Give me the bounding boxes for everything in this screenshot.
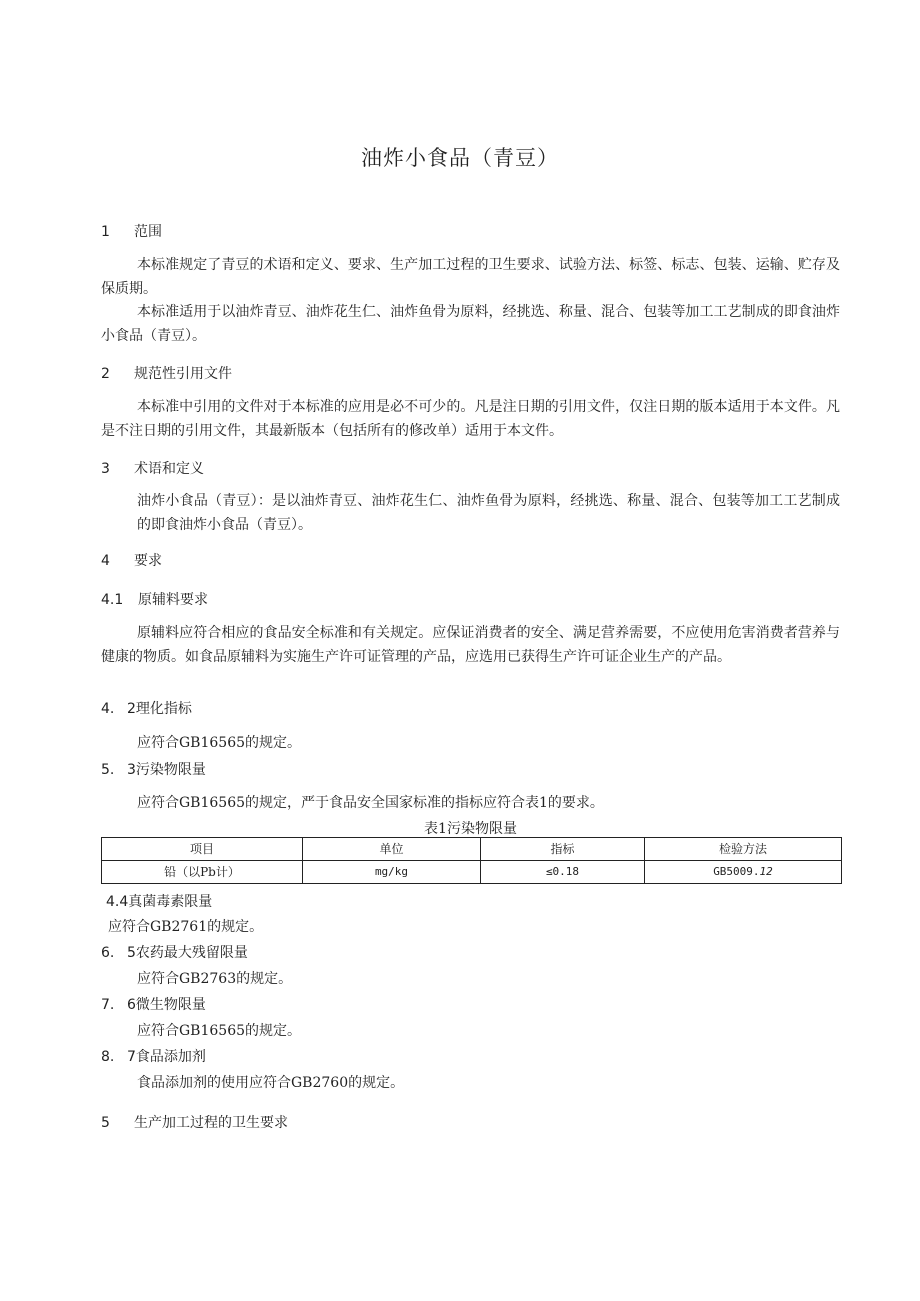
section-title: 术语和定义 [134,461,204,477]
section-4-7-text: 食品添加剂的使用应符合GB2760的规定。 [137,1075,405,1091]
section-4-4-heading: 4.4真菌毒素限量 [106,894,213,910]
section-3-heading [101,458,204,478]
section-number: 5 [101,1115,110,1131]
section-number: 6. [101,945,115,961]
table-caption: 表1污染物限量 [424,821,517,837]
section-4-heading [101,550,162,570]
section-4-5-text: 应符合GB2763的规定。 [137,971,293,987]
section-4-1-heading [101,589,208,609]
section-title: 6微生物限量 [127,997,206,1013]
table-cell: 铅（以Pb计） [102,861,303,884]
section-number: 2 [101,366,110,382]
section-4-6-heading [101,994,206,1014]
section-4-5-heading [101,942,248,962]
section-2-paragraph-1: 本标准中引用的文件对于本标准的应用是必不可少的。凡是注日期的引用文件，仅注日期的版本适用于本文件。凡是不注日期的引用文件，其最新版本（包括所有的修改单）适用于本文件。 [101,399,840,439]
section-title: 3污染物限量 [127,762,206,778]
section-title: 7食品添加剂 [127,1049,206,1065]
section-number: 7. [101,997,115,1013]
section-number: 1 [101,224,110,240]
table-header-cell: 指标 [481,838,645,861]
section-1-heading [101,221,162,241]
table-row [102,861,842,884]
section-4-6-text: 应符合GB16565的规定。 [137,1023,302,1039]
section-2-heading [101,363,232,383]
contaminant-limit-table [101,837,842,884]
document-title: 油炸小食品（青豆） [361,146,559,170]
table-header-cell: 项目 [102,838,303,861]
section-4-2-heading [101,698,192,718]
table-cell [645,861,842,884]
table-cell: ≤0.18 [481,861,645,884]
section-title: 2理化指标 [127,701,192,717]
section-title: 生产加工过程的卫生要求 [134,1115,288,1131]
section-title: 规范性引用文件 [134,366,232,382]
section-4-1-paragraph: 原辅料应符合相应的食品安全标准和有关规定。应保证消费者的安全、满足营养需要，不应使用危害消费者营养与健康的物质。如食品原辅料为实施生产许可证管理的产品，应选用已获得生产许可证企业生产的产品。 [101,625,840,665]
section-4-4-text: 应符合GB2761的规定。 [108,919,264,935]
section-4-2-text: 应符合GB16565的规定。 [137,735,302,751]
table-header-row [102,838,842,861]
method-code: GB5009. [713,865,760,878]
section-1-paragraph-2: 本标准适用于以油炸青豆、油炸花生仁、油炸鱼骨为原料，经挑选、称量、混合、包装等加工工艺制成的即食油炸小食品（青豆）。 [101,304,840,344]
section-number: 5. [101,762,115,778]
section-4-3-heading [101,759,206,779]
section-title: 原辅料要求 [138,592,208,608]
section-3-paragraph-1: 油炸小食品（青豆）：是以油炸青豆、油炸花生仁、油炸鱼骨为原料，经挑选、称量、混合、包装等加工工艺制成的即食油炸小食品（青豆）。 [137,493,840,533]
section-title: 要求 [134,553,162,569]
table-cell: mg/kg [303,861,481,884]
section-4-3-text: 应符合GB16565的规定，严于食品安全国家标准的指标应符合表1的要求。 [137,795,604,811]
section-number: 8. [101,1049,115,1065]
table-header-cell: 单位 [303,838,481,861]
section-number: 4.1 [101,592,124,608]
method-code-suffix: 12 [759,865,773,878]
section-4-7-heading [101,1046,206,1066]
section-title: 5农药最大残留限量 [127,945,248,961]
section-1-paragraph-1: 本标准规定了青豆的术语和定义、要求、生产加工过程的卫生要求、试验方法、标签、标志、包装、运输、贮存及保质期。 [101,257,840,297]
section-number: 4. [101,701,115,717]
table-header-cell: 检验方法 [645,838,842,861]
section-number: 4 [101,553,110,569]
section-number: 3 [101,461,110,477]
section-5-heading [101,1112,288,1132]
section-title: 范围 [134,224,162,240]
